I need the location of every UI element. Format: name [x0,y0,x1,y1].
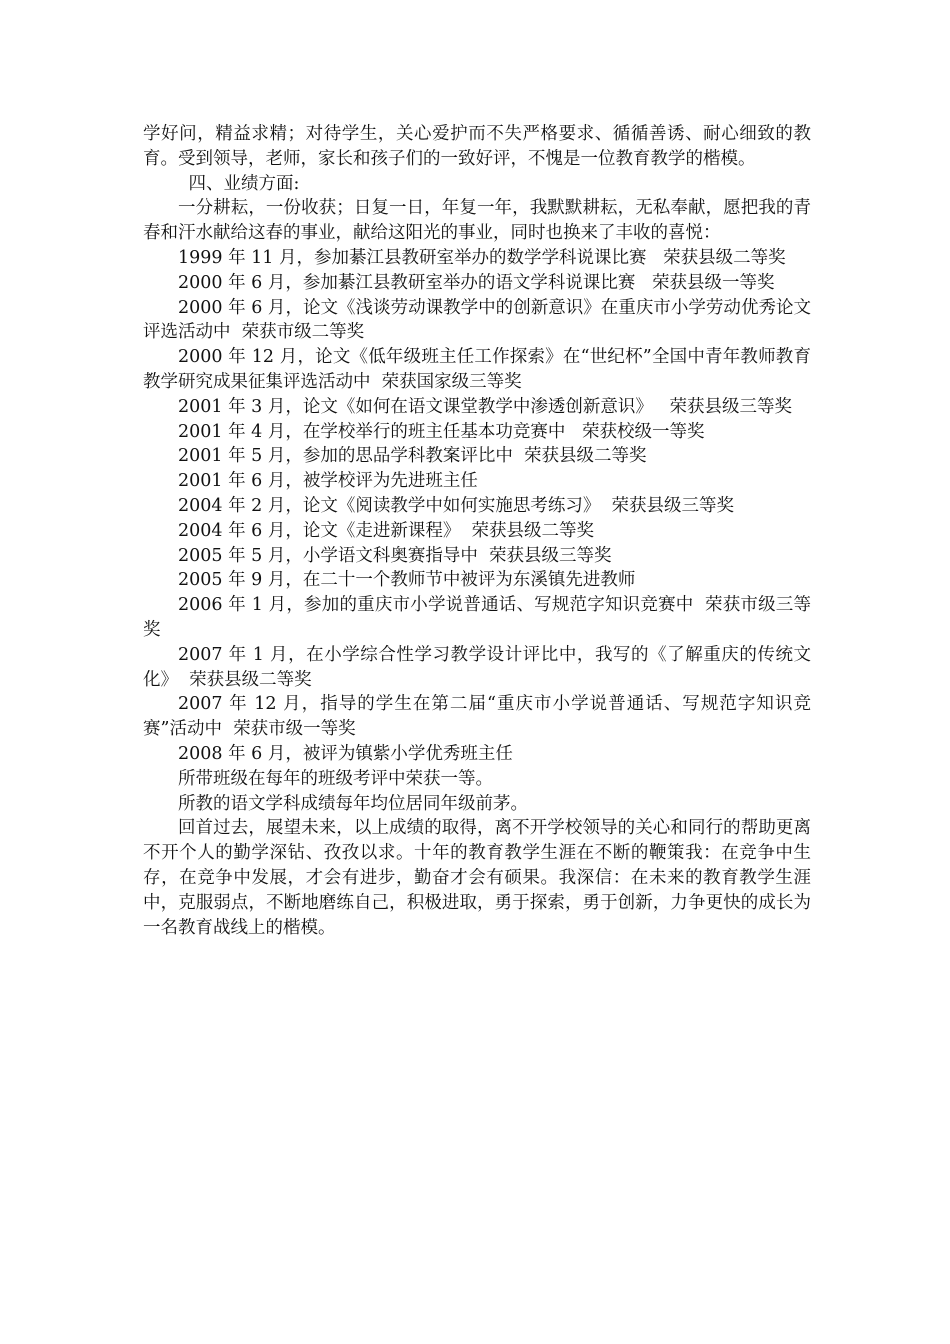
achievement-item: 2000 年 6 月，参加綦江县教研室举办的语文学科说课比赛 荣获县级一等奖 [178,272,775,293]
conclusion-paragraph: 回首过去，展望未来，以上成绩的取得，离不开学校领导的关心和同行的帮助更离不开个人的勤学深钻、孜孜以求。十年的教育教学生涯在不断的鞭策我：在竞争中生存，在竞争中发展，才会有进步，勤奋才会有硕果。我深信：在未来的教育教学生涯中，克服弱点，不断地磨练自己，积极进取，勇于探索，勇于创新，力争更快的成长为一名教育战线上的楷模。 [143,818,811,938]
achievement-item: 2006 年 1 月，参加的重庆市小学说普通话、写规范字知识竞赛中 荣获市级三等奖 [143,595,811,640]
paragraph-continuation: 学好问，精益求精；对待学生，关心爱护而不失严格要求、循循善诱、耐心细致的教育。受到领导，老师，家长和孩子们的一致好评，不愧是一位教育教学的楷模。 [143,124,811,169]
achievement-item: 2005 年 9 月，在二十一个教师节中被评为东溪镇先进教师 [178,570,636,591]
achievement-item: 2004 年 6 月，论文《走进新课程》 荣获县级二等奖 [178,520,594,541]
achievement-item: 所教的语文学科成绩每年均位居同年级前茅。 [178,793,528,814]
achievement-item: 所带班级在每年的班级考评中荣获一等。 [178,768,493,789]
achievement-item: 2000 年 6 月，论文《浅谈劳动课教学中的创新意识》在重庆市小学劳动优秀论文评选活动中 荣获市级二等奖 [143,297,811,343]
document-body [143,122,811,940]
achievement-item: 2008 年 6 月，被评为镇紫小学优秀班主任 [178,743,513,764]
achievement-item: 2001 年 6 月，被学校评为先进班主任 [178,471,478,492]
achievement-item: 2004 年 2 月，论文《阅读教学中如何实施思考练习》 荣获县级三等奖 [178,495,734,516]
intro-paragraph: 一分耕耘，一份收获；日复一日，年复一年，我默默耕耘，无私奉献，愿把我的青春和汗水献给这春的事业，献给这阳光的事业，同时也换来了丰收的喜悦： [143,198,811,244]
achievement-item: 2005 年 5 月，小学语文科奥赛指导中 荣获县级三等奖 [178,545,612,566]
achievement-item: 2007 年 12 月，指导的学生在第二届“重庆市小学说普通话、写规范字知识竞赛”活动中 荣获市级一等奖 [143,694,811,740]
achievement-item: 2000 年 12 月，论文《低年级班主任工作探索》在“世纪杯”全国中青年教师教育教学研究成果征集评选活动中 荣获国家级三等奖 [143,347,811,392]
achievement-item: 1999 年 11 月，参加綦江县教研室举办的数学学科说课比赛 荣获县级二等奖 [178,247,786,268]
achievement-item: 2007 年 1 月，在小学综合性学习教学设计评比中，我写的《了解重庆的传统文化》 荣获县级二等奖 [143,644,811,690]
achievement-item: 2001 年 3 月，论文《如何在语文课堂教学中渗透创新意识》 荣获县级三等奖 [178,396,793,417]
section-heading: 四、业绩方面: [188,173,300,194]
achievement-item: 2001 年 5 月，参加的思品学科教案评比中 荣获县级二等奖 [178,446,647,467]
achievement-item: 2001 年 4 月，在学校举行的班主任基本功竞赛中 荣获校级一等奖 [178,421,705,442]
